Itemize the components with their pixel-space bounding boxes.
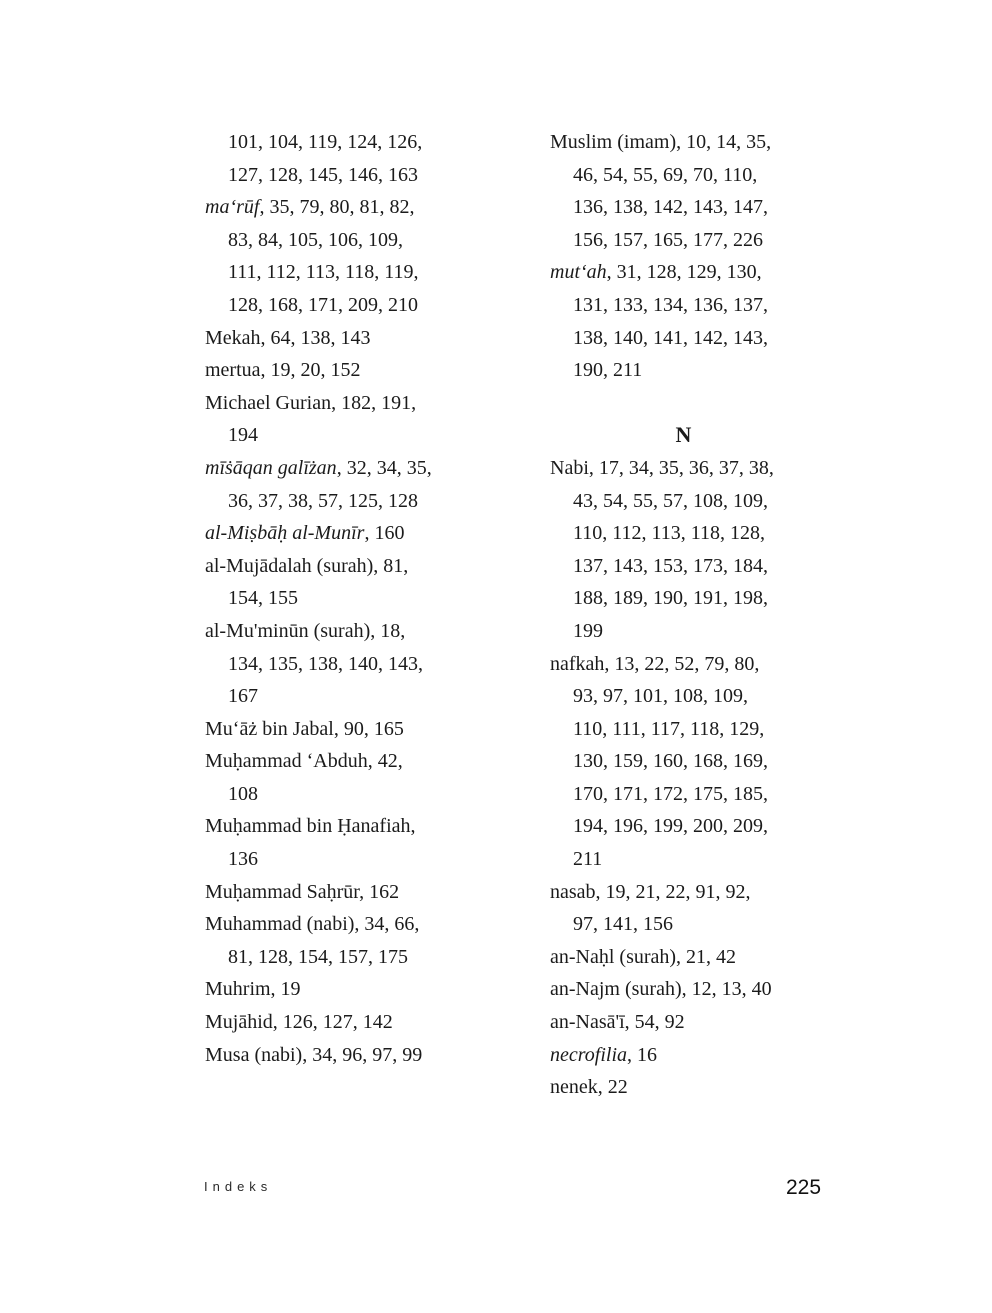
- index-line-continuation: 128, 168, 171, 209, 210: [228, 293, 418, 316]
- index-line-continuation: 127, 128, 145, 146, 163: [228, 163, 418, 186]
- index-entry-line: nasab, 19, 21, 22, 91, 92,: [550, 880, 751, 903]
- index-line-continuation: 194: [228, 424, 258, 447]
- index-entry-line: al-Mujādalah (surah), 81,: [205, 554, 409, 577]
- index-line-continuation: 111, 112, 113, 118, 119,: [228, 261, 419, 284]
- index-line-continuation: 199: [573, 619, 603, 642]
- index-entry-line: Musa (nabi), 34, 96, 97, 99: [205, 1043, 423, 1066]
- index-line-continuation: 97, 141, 156: [573, 913, 673, 936]
- index-entry-line: Mu‘āż bin Jabal, 90, 165: [205, 717, 404, 740]
- letter-heading: N: [675, 422, 693, 448]
- index-term-italic: mīṡāqan galīżan: [205, 456, 337, 479]
- index-line-continuation: 167: [228, 685, 258, 708]
- index-term-italic: al-Miṣbāḥ al-Munīr: [205, 522, 365, 545]
- index-line-continuation: 130, 159, 160, 168, 169,: [573, 750, 768, 773]
- index-line-continuation: 134, 135, 138, 140, 143,: [228, 652, 423, 675]
- index-column-right: [550, 126, 818, 1104]
- index-entry-line: Muḥammad ‘Abduh, 42,: [205, 750, 403, 773]
- footer-section-label: Indeks: [204, 1179, 273, 1194]
- index-line-continuation: 46, 54, 55, 69, 70, 110,: [573, 163, 758, 186]
- index-line-continuation: 137, 143, 153, 173, 184,: [573, 554, 768, 577]
- index-entry-line: ma‘rūf, 35, 79, 80, 81, 82,: [205, 196, 415, 219]
- index-line-continuation: 81, 128, 154, 157, 175: [228, 945, 408, 968]
- index-entry-line: Nabi, 17, 34, 35, 36, 37, 38,: [550, 456, 774, 479]
- index-line-continuation: 110, 112, 113, 118, 128,: [573, 522, 766, 545]
- index-entry-line: an-Naḥl (surah), 21, 42: [550, 945, 737, 968]
- index-entry-line: Muḥammad bin Ḥanafiah,: [205, 815, 416, 838]
- index-line-continuation: 190, 211: [573, 359, 643, 382]
- index-entry-line: an-Najm (surah), 12, 13, 40: [550, 978, 772, 1001]
- index-entry-line: Muhammad (nabi), 34, 66,: [205, 913, 420, 936]
- index-line-continuation: 131, 133, 134, 136, 137,: [573, 293, 768, 316]
- index-term-italic: ma‘rūf: [205, 196, 260, 219]
- index-entry-line: Muslim (imam), 10, 14, 35,: [550, 131, 772, 153]
- index-entry-line: Mujāhid, 126, 127, 142: [205, 1011, 393, 1034]
- index-entry-line: nafkah, 13, 22, 52, 79, 80,: [550, 652, 760, 675]
- index-entry-line: Michael Gurian, 182, 191,: [205, 391, 417, 414]
- index-line-continuation: 93, 97, 101, 108, 109,: [573, 685, 748, 708]
- index-entry-line: necrofilia, 16: [550, 1043, 658, 1066]
- spacer-line: [550, 387, 818, 420]
- index-line-continuation: 138, 140, 141, 142, 143,: [573, 326, 768, 349]
- index-term-italic: mut‘ah: [550, 261, 607, 284]
- index-entry-line: Muḥammad Saḥrūr, 162: [205, 880, 400, 903]
- index-entry-line: al-Miṣbāḥ al-Munīr, 160: [205, 522, 405, 545]
- index-entry-line: mīṡāqan galīżan, 32, 34, 35,: [205, 456, 432, 479]
- index-line-continuation: 211: [573, 848, 603, 871]
- index-term-italic: necrofilia: [550, 1043, 628, 1066]
- index-line-continuation: 154, 155: [228, 587, 298, 610]
- index-line-continuation: 156, 157, 165, 177, 226: [573, 228, 763, 251]
- index-entry-line: Muhrim, 19: [205, 978, 301, 1001]
- index-line-continuation: 194, 196, 199, 200, 209,: [573, 815, 768, 838]
- index-line-continuation: 110, 111, 117, 118, 129,: [573, 717, 765, 740]
- index-entry-line: Mekah, 64, 138, 143: [205, 326, 371, 349]
- index-line-continuation: 83, 84, 105, 106, 109,: [228, 228, 403, 251]
- index-line-continuation: 170, 171, 172, 175, 185,: [573, 782, 768, 805]
- index-line-continuation: 101, 104, 119, 124, 126,: [228, 131, 423, 153]
- page-number: 225: [786, 1176, 822, 1199]
- index-line-continuation: 43, 54, 55, 57, 108, 109,: [573, 489, 768, 512]
- index-line-continuation: 136, 138, 142, 143, 147,: [573, 196, 768, 219]
- index-entry-line: nenek, 22: [550, 1076, 628, 1099]
- index-entry-line: mertua, 19, 20, 152: [205, 359, 361, 382]
- index-line-continuation: 136: [228, 848, 258, 871]
- index-entry-line: mut‘ah, 31, 128, 129, 130,: [550, 261, 762, 284]
- index-line-continuation: 36, 37, 38, 57, 125, 128: [228, 489, 418, 512]
- index-column-left: [205, 126, 473, 1071]
- index-entry-line: an-Nasā'ī, 54, 92: [550, 1011, 685, 1034]
- index-line-continuation: 108: [228, 782, 258, 805]
- index-entry-line: al-Mu'minūn (surah), 18,: [205, 619, 406, 642]
- index-line-continuation: 188, 189, 190, 191, 198,: [573, 587, 768, 610]
